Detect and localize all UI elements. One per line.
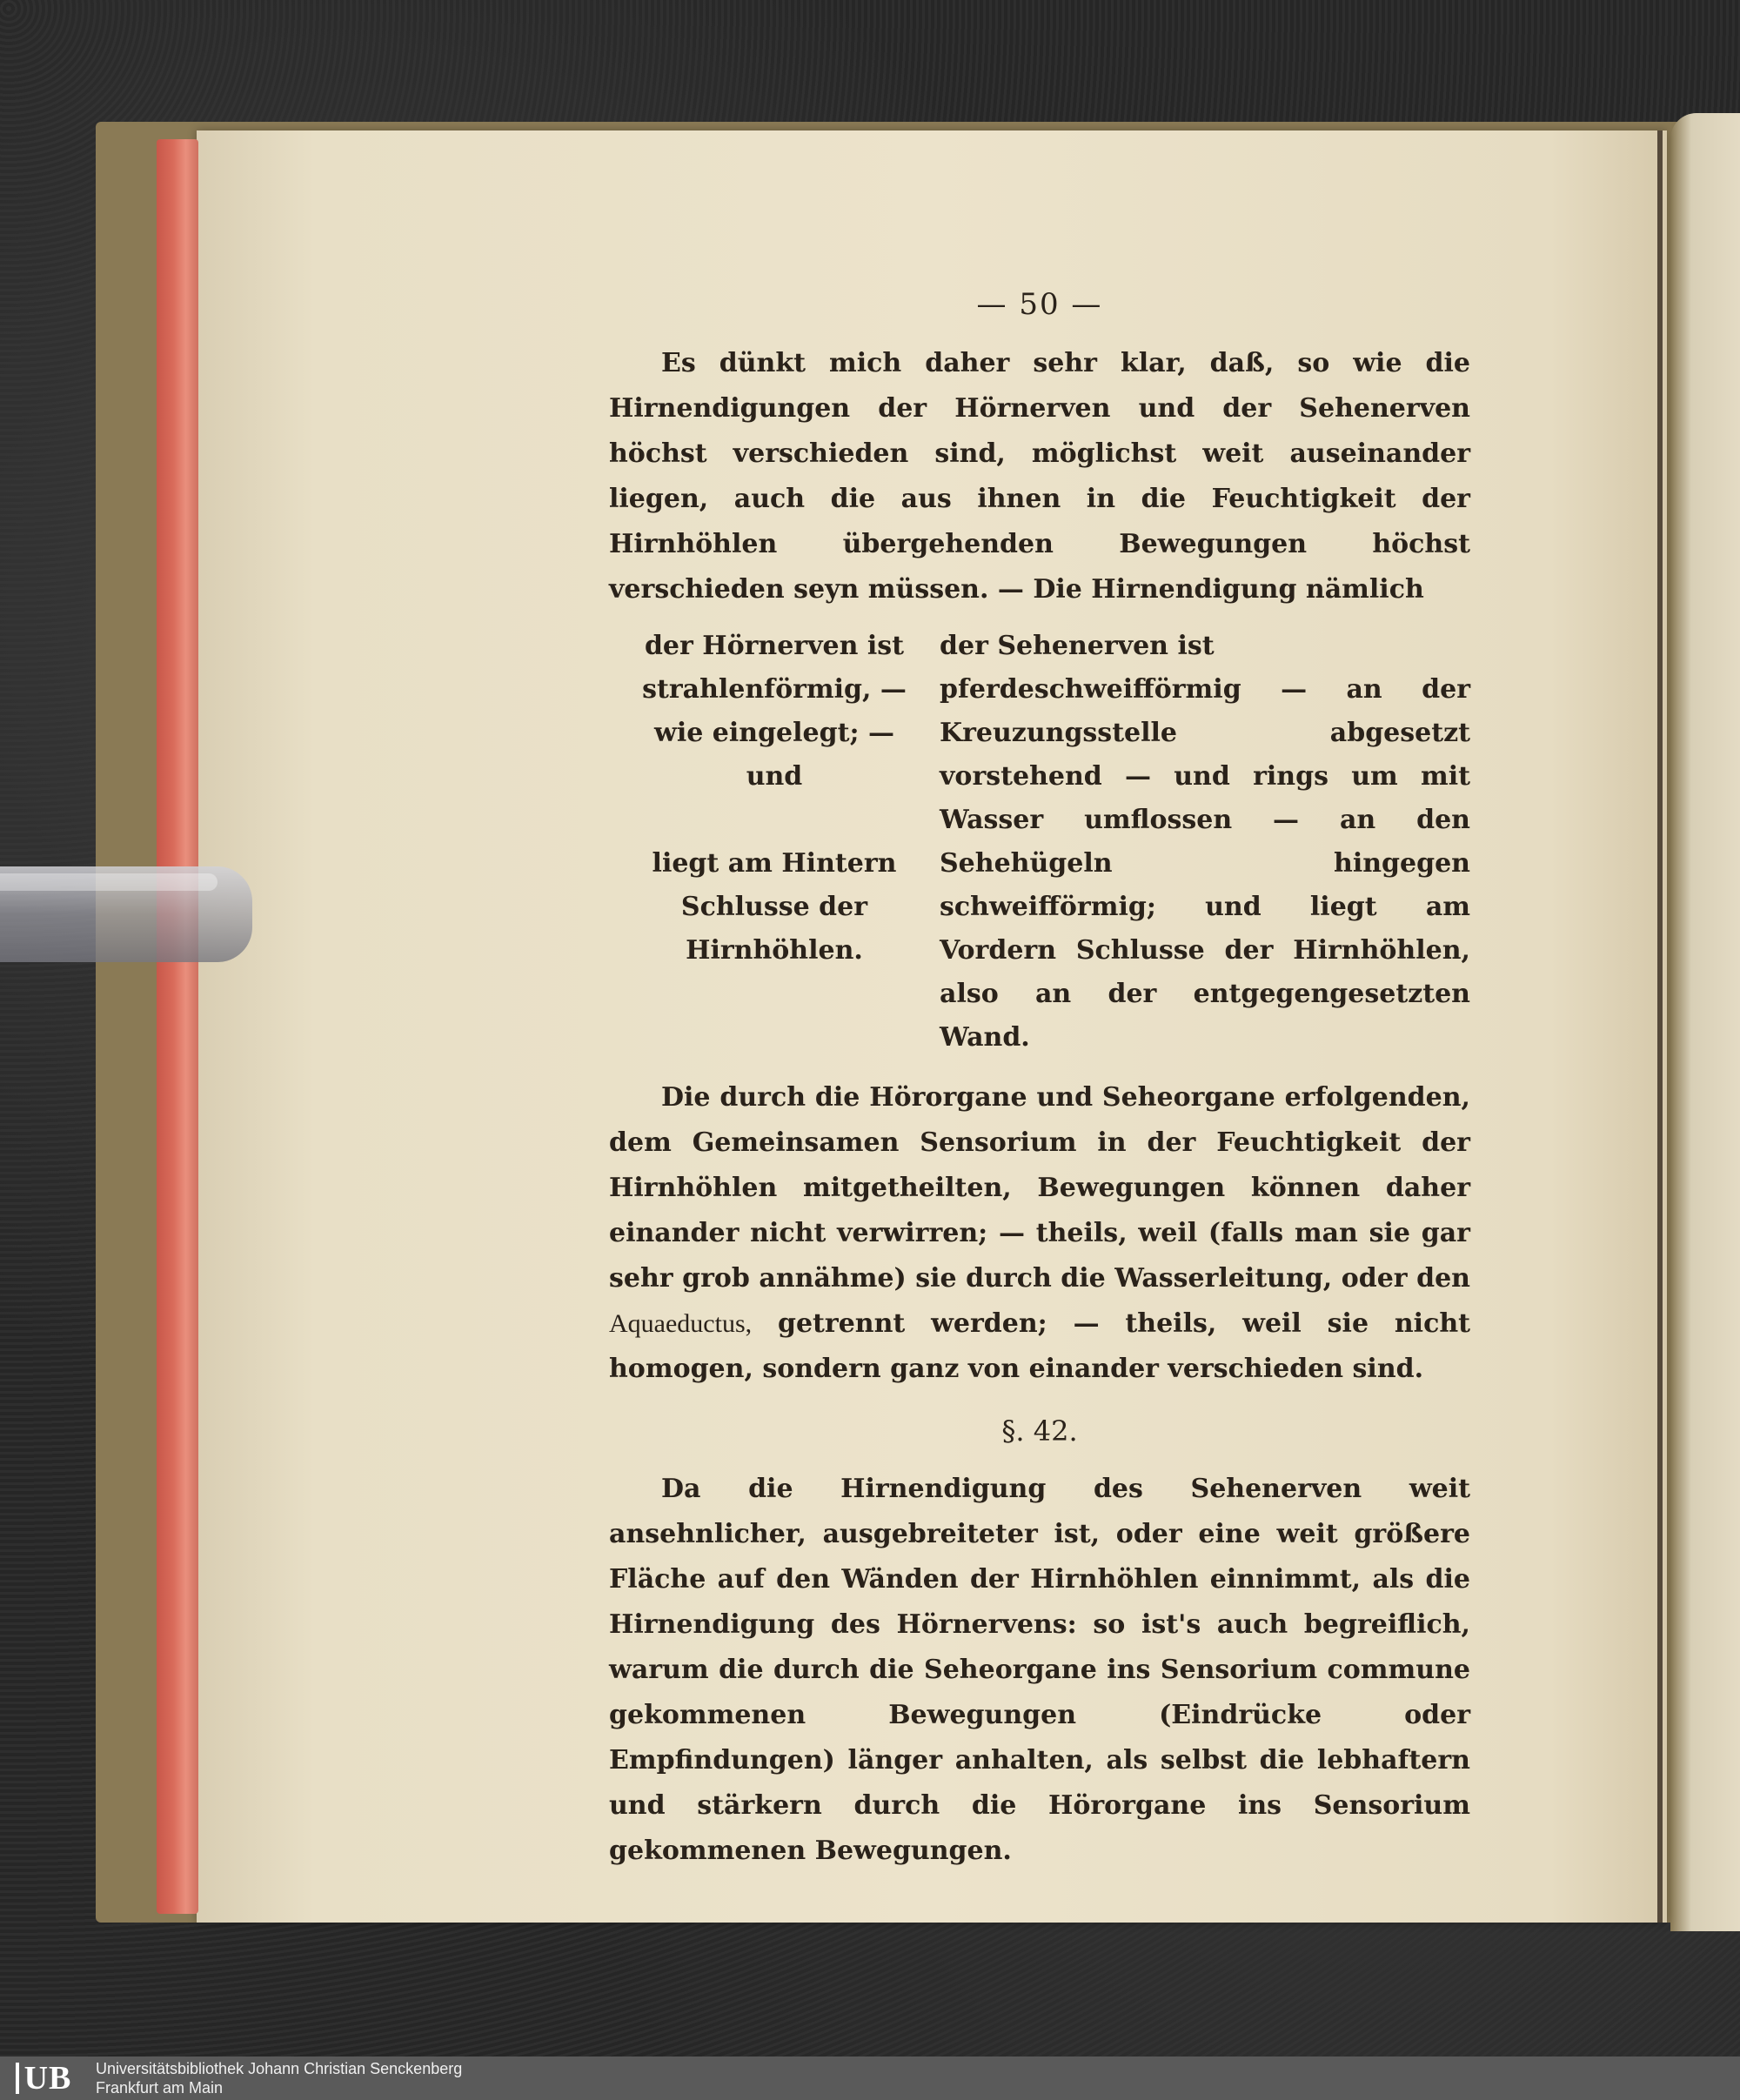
right-column-heading: der Sehenerven ist [940,631,1215,661]
paragraph-2-part-b: getrennt werden; — theils, weil sie nicht homogen, sondern ganz von einander verschieden sind. [609,1308,1471,1384]
red-page-edge [157,139,198,1914]
paragraph-2-part-a: Die durch die Hörorgane und Seheorgane erfolgenden, dem Gemeinsamen Sensorium in der Feuchtigkeit der Hirnhöhlen mitgetheilten, Bewegungen können daher einander nicht verwirren; — theils, weil (falls man sie gar sehr grob annähme) sie durch die Wasserleitung, oder den [609,1082,1470,1294]
paragraph-1: Es dünkt mich daher sehr klar, daß, so wie die Hirnendigungen der Hörnerven und der Sehenerven höchst verschieden sind, möglichst weit auseinander liegen, auch die aus ihnen in die Feuchtigkeit der Hirnhöhlen übergehenden Bewegungen höchst verschieden seyn müssen. — Die Hirnendigung nämlich [609,348,1470,605]
section-heading: §. 42. [1001,1414,1078,1448]
right-column-text: pferdeschweifförmig — an der Kreuzungsstelle abgesetzt vorstehend — und rings um mit Wasser umflossen — an den Sehehügeln hingegen schweifförmig; und liegt am Vordern Schlusse der Hirnhöhlen, also an der entgegengesetzten Wand. [940,674,1470,1053]
left-column-line: Schlusse der Hirnhöhlen. [680,892,868,966]
library-footer [0,2057,1740,2100]
gutter [1657,130,1663,1923]
spacer [609,799,940,842]
library-city: Frankfurt am Main [96,2079,224,2097]
logo-bar-icon [16,2063,19,2094]
page-number: — 50 — [976,287,1103,322]
left-column-line: und [746,761,803,792]
ub-logo [0,2057,87,2100]
column-hoernerven [609,625,940,1060]
left-column-line: strahlenförmig, — [642,674,907,705]
paragraph-2 [609,1075,1470,1392]
page-text [609,287,1470,1874]
left-column-line: wie eingelegt; — [654,718,894,748]
left-column-heading: der Hörnerven ist [644,631,905,661]
left-column-line: liegt am Hintern [652,848,897,879]
footer-text [96,2059,462,2097]
column-sehenerven [940,625,1470,1060]
comparison-columns [609,625,1470,1060]
library-name: Universitätsbibliothek Johann Christian Senckenberg [96,2060,463,2077]
logo-text: UB [23,2060,72,2097]
latin-term: Aquaeductus, [609,1309,753,1338]
facing-page-edge [1670,113,1740,1931]
paragraph-3: Da die Hirnendigung des Sehenerven weit ansehnlicher, ausgebreiteter ist, oder eine weit größere Fläche auf den Wänden der Hirnhöhlen einnimmt, als die Hirnendigung des Hörnervens: so ist's auch begreiflich, warum die durch die Seheorgane ins Sensorium commune gekommenen Bewegungen (Eindrücke oder Empfindungen) länger anhalten, als selbst die lebhaftern und stärkern durch die Hörorgane ins Sensorium gekommenen Bewegungen. [609,1474,1470,1866]
clamp-highlight [0,873,218,891]
